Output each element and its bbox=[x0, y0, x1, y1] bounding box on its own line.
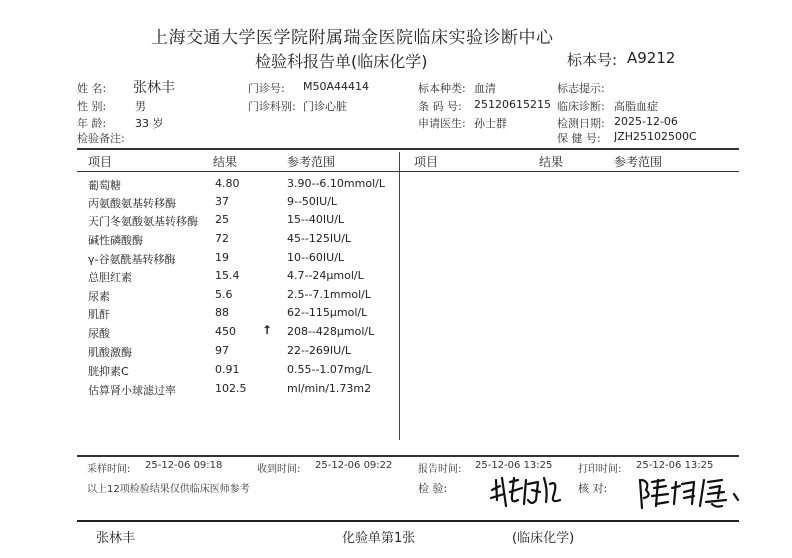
receive-time: 25-12-06 09:22 bbox=[315, 460, 393, 471]
tester-signature bbox=[488, 470, 568, 518]
checker-label: 核 对: bbox=[578, 482, 608, 495]
header-item-right: 项目 bbox=[414, 155, 439, 169]
collect-time: 25-12-06 09:18 bbox=[145, 460, 223, 471]
result-note: 以上12项检验结果仅供临床医师参考 bbox=[87, 484, 250, 495]
test-date-label: 检测日期: bbox=[557, 117, 605, 130]
row-range: 4.7--24μmol/L bbox=[287, 269, 364, 282]
footer-rule bbox=[77, 455, 739, 457]
row-range: 45--125IU/L bbox=[287, 232, 352, 245]
flag-label: 标志提示: bbox=[557, 82, 605, 95]
row-item: 肌酸激酶 bbox=[88, 346, 132, 359]
doctor-label: 申请医生: bbox=[418, 117, 466, 130]
row-item: 肌酐 bbox=[88, 308, 110, 321]
high-flag-arrow: ↑ bbox=[262, 323, 273, 337]
patient-age-label: 年 龄: bbox=[77, 117, 107, 130]
bottom-rule bbox=[77, 520, 739, 522]
header-result-right: 结果 bbox=[539, 155, 564, 169]
row-result: 0.91 bbox=[215, 363, 240, 376]
report-time-label: 报告时间: bbox=[418, 464, 462, 475]
row-item: 胱抑素C bbox=[88, 365, 129, 378]
bottom-sheet-number: 化验单第1张 bbox=[342, 531, 416, 546]
row-result: 88 bbox=[215, 306, 229, 319]
row-range: 0.55--1.07mg/L bbox=[287, 363, 372, 376]
remark-label: 检验备注: bbox=[77, 132, 125, 145]
row-result: 37 bbox=[215, 195, 229, 208]
row-item: 碱性磷酸酶 bbox=[88, 234, 143, 247]
row-result: 72 bbox=[215, 232, 229, 245]
row-result: 5.6 bbox=[215, 288, 233, 301]
bottom-patient-name: 张林丰 bbox=[96, 531, 136, 546]
row-item: 丙氨酸氨基转移酶 bbox=[88, 197, 176, 210]
row-result: 19 bbox=[215, 251, 229, 264]
diagnosis: 高脂血症 bbox=[614, 100, 658, 113]
specimen-label: 标本种类: bbox=[418, 82, 466, 95]
insurance-number: JZH25102500C bbox=[614, 130, 697, 143]
row-range: 10--60IU/L bbox=[287, 251, 345, 264]
barcode: 25120615215 bbox=[474, 98, 551, 111]
table-column-divider bbox=[399, 152, 400, 440]
row-range: 9--50IU/L bbox=[287, 195, 338, 208]
patient-gender-label: 性 别: bbox=[77, 100, 107, 113]
diagnosis-label: 临床诊断: bbox=[557, 100, 605, 113]
row-range: ml/min/1.73m2 bbox=[287, 382, 372, 395]
checker-signature bbox=[636, 474, 746, 514]
row-range: 3.90--6.10mmol/L bbox=[287, 177, 385, 190]
sample-number-label: 标本号: bbox=[567, 51, 618, 69]
doctor: 孙士群 bbox=[474, 117, 507, 130]
header-range-right: 参考范围 bbox=[614, 155, 663, 169]
row-result: 15.4 bbox=[215, 269, 240, 282]
row-range: 208--428μmol/L bbox=[287, 325, 375, 338]
header-item: 项目 bbox=[88, 155, 113, 169]
department: 门诊心脏 bbox=[303, 100, 347, 113]
insurance-label: 保 健 号: bbox=[557, 132, 601, 145]
print-time: 25-12-06 13:25 bbox=[636, 460, 714, 471]
report-subtitle: 检验科报告单(临床化学) bbox=[255, 52, 428, 71]
test-date: 2025-12-06 bbox=[614, 115, 678, 128]
receive-time-label: 收到时间: bbox=[257, 464, 301, 475]
table-top-rule bbox=[77, 148, 739, 150]
header-range: 参考范围 bbox=[287, 155, 336, 169]
row-item: 尿酸 bbox=[88, 327, 110, 340]
row-range: 15--40IU/L bbox=[287, 213, 345, 226]
hospital-title: 上海交通大学医学院附属瑞金医院临床实验诊断中心 bbox=[151, 28, 554, 48]
patient-name-label: 姓 名: bbox=[77, 82, 107, 95]
barcode-label: 条 码 号: bbox=[418, 100, 462, 113]
clinic-number-label: 门诊号: bbox=[248, 82, 285, 95]
row-item: 天门冬氨酸氨基转移酶 bbox=[88, 215, 198, 228]
row-item: 总胆红素 bbox=[88, 271, 132, 284]
row-item: 葡萄糖 bbox=[88, 179, 121, 192]
patient-gender: 男 bbox=[135, 100, 146, 113]
patient-name: 张林丰 bbox=[133, 80, 175, 96]
row-result: 4.80 bbox=[215, 177, 240, 190]
row-range: 22--269IU/L bbox=[287, 344, 352, 357]
sample-number: A9212 bbox=[627, 49, 676, 67]
tester-label: 检 验: bbox=[418, 482, 448, 495]
row-item: 尿素 bbox=[88, 290, 110, 303]
clinic-number: M50A44414 bbox=[303, 80, 370, 93]
row-item: 估算肾小球滤过率 bbox=[88, 384, 176, 397]
row-result: 450 bbox=[215, 325, 236, 338]
header-result: 结果 bbox=[213, 155, 238, 169]
department-label: 门诊科别: bbox=[248, 100, 296, 113]
report-time: 25-12-06 13:25 bbox=[475, 460, 553, 471]
table-header-rule bbox=[77, 171, 739, 172]
row-range: 62--115μmol/L bbox=[287, 306, 368, 319]
print-time-label: 打印时间: bbox=[578, 464, 622, 475]
specimen: 血清 bbox=[474, 82, 496, 95]
row-result: 25 bbox=[215, 213, 229, 226]
row-range: 2.5--7.1mmol/L bbox=[287, 288, 371, 301]
row-item: γ-谷氨酰基转移酶 bbox=[88, 253, 176, 266]
row-result: 97 bbox=[215, 344, 229, 357]
row-result: 102.5 bbox=[215, 382, 247, 395]
patient-age: 33 岁 bbox=[135, 117, 164, 130]
bottom-category: (临床化学) bbox=[512, 531, 575, 546]
collect-time-label: 采样时间: bbox=[87, 464, 131, 475]
